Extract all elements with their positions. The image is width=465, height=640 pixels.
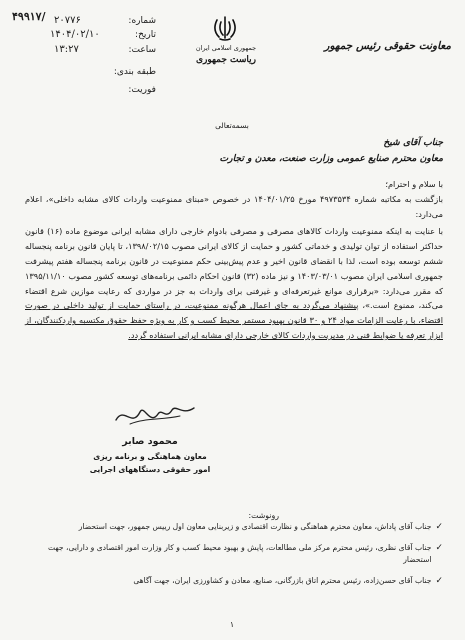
cc-item-text: جناب آقای نظری، رئیس محترم مرکز ملی مطالعات، پایش و بهبود محیط کسب و کار وزارت امور اقتصادی و دارایی، جهت استحضار: [47, 542, 432, 565]
recipient-line-1: جناب آقای شیخ: [383, 137, 443, 148]
meta-block: [48, 16, 156, 99]
check-bullet-icon: ✓: [435, 542, 443, 553]
priority-label: فوریت:: [128, 85, 156, 95]
check-bullet-icon: ✓: [435, 575, 443, 586]
gov-line-1: جمهوری اسلامی ایران: [195, 44, 257, 52]
department-title: معاونت حقوقی رئیس جمهور: [324, 40, 451, 52]
letter-time-label: ساعت:: [128, 45, 156, 55]
gov-line-2: ریاست جمهوری: [195, 55, 257, 65]
body-paragraph-2-recommendation: پیشنهاد می‌گردد به جای اعمال هرگونه ممنوعیت، در راستای حمایت از تولید داخلی در صورت اقتضاء، با رعایت الزامات مواد ۲۴ و ۳۰ قانون بهبود مستمر محیط کسب و کار به ویژه حفظ حقوق مکتسبه واردکنندگان، از ابزار تعرفه یا ضوابط فنی در مدیریت واردات کالای خارجی دارای مشابه ایرانی استفاده گردد.: [25, 300, 443, 340]
handwritten-signature-icon: [110, 398, 200, 432]
page-number: ۱: [229, 620, 235, 629]
signatory-title-2: امور حقوقی دستگاههای اجرایی: [89, 465, 211, 474]
letter-body: [25, 177, 443, 343]
top-number: ۴۹۹۱۷/: [12, 10, 46, 23]
cc-list: [25, 521, 443, 587]
cc-item: [25, 542, 443, 567]
signatory-name: محمود صابر: [122, 436, 178, 447]
body-paragraph-2-main: با عنایت به اینکه ممنوعیت واردات کالاهای مصرفی و مصرفی بادوام خارجی دارای مشابه ایرانی موضوع ماده (۱۶) قانون حداکثر استفاده از توان تولیدی و خدماتی کشور و حمایت از کالای ایرانی مصوب ۱۳۹۸/۰۲/۱۵، تا پایان قانون برنامه پنجساله ششم توسعه بوده است، لذا با انقضای قانون اخیر و عدم پیش‌بینی حکم ممنوعیت در قانون برنامه پنجساله هفتم پیشرفت جمهوری اسلامی ایران مصوب ۱۴۰۳/۰۳/۰۱ و نیز ماده (۳۲) قانون احکام دائمی برنامه‌های توسعه کشور مصوب ۱۳۹۵/۱۱/۱۰ که مقرر می‌دارد: «برقراری موانع غیرتعرفه‌ای و غیرفنی برای واردات به جز در مواردی که رعایت موازین شرع اقتضاء می‌کند، ممنوع است.»،: [25, 226, 443, 311]
letter-time-row: [48, 45, 156, 67]
letter-number-row: [48, 16, 156, 30]
greeting: با سلام و احترام؛: [385, 179, 443, 189]
letter-date-value: ۱۴۰۴/۰۲/۱۰: [50, 29, 100, 40]
invocation: بسمه‌تعالی: [215, 121, 249, 130]
recipient-line-2: معاون محترم صنایع عمومی وزارت صنعت، معدن و تجارت: [219, 153, 443, 164]
letter-time-value: ۱۳:۲۷: [54, 44, 79, 55]
cc-item: [25, 575, 443, 588]
body-paragraph-1: بازگشت به مکاتبه شماره ۴۹۷۳۵۳۴ مورخ ۱۴۰۴/۰۱/۲۵ در خصوص «مبنای ممنوعیت واردات کالای مشابه داخلی»، اعلام می‌دارد:: [25, 193, 444, 219]
iran-emblem-icon: [212, 14, 238, 42]
check-bullet-icon: ✓: [435, 522, 443, 532]
letter-date-row: [48, 30, 156, 45]
cc-label: رونوشت:: [248, 511, 279, 520]
body-paragraph-2: [25, 224, 443, 342]
signatory-title-1: معاون هماهنگی و برنامه ریزی: [93, 452, 207, 461]
letter-number-label: شماره:: [128, 16, 156, 26]
cc-item-text: جناب آقای حسن‌زاده، رئیس محترم اتاق بازرگانی، صنایع، معادن و کشاورزی ایران، جهت آگاهی: [133, 575, 432, 585]
letter-number-value: ۲۰۷۷۶: [54, 15, 81, 26]
classification-row: [48, 67, 156, 85]
signature-block: [80, 436, 220, 474]
cc-item-text: جناب آقای پاداش، معاون محترم هماهنگی و نظارت اقتصادی و زیربنایی معاون اول رییس جمهور، جهت استحضار: [78, 522, 432, 531]
classification-label: طبقه بندی:: [113, 67, 156, 77]
cc-item: [25, 521, 443, 534]
priority-row: [48, 85, 156, 99]
letter-date-label: تاریخ:: [135, 30, 156, 40]
